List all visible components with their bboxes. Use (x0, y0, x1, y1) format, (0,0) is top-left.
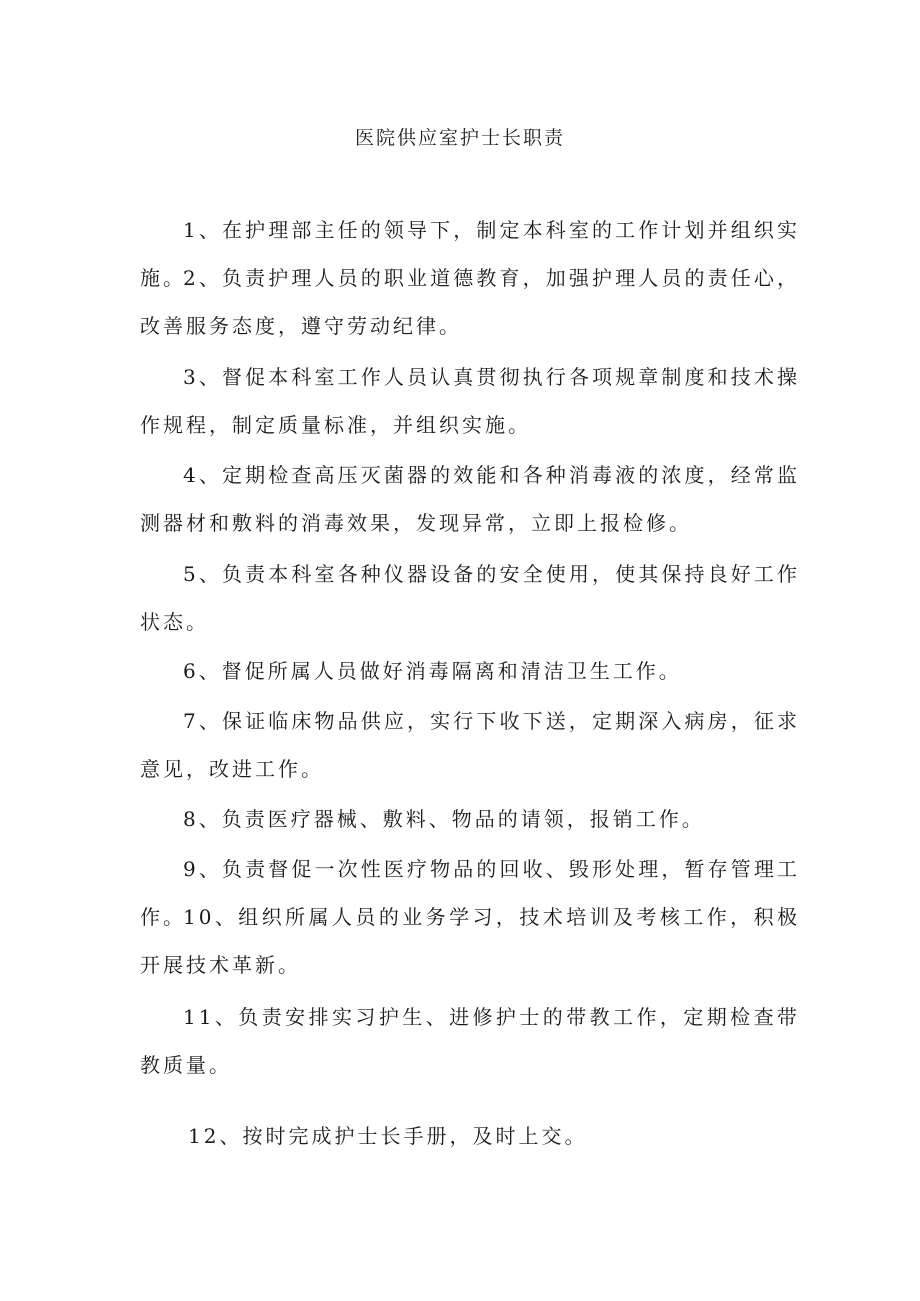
duty-item-3: 3、督促本科室工作人员认真贯彻执行各项规章制度和技术操作规程，制定质量标准，并组织实施。 (140, 365, 800, 437)
duty-item-12: 12、按时完成护士长手册，及时上交。 (188, 1124, 588, 1148)
duty-item-2: 2、负责护理人员的职业道德教育，加强护理人员的责任心，改善服务态度，遵守劳动纪律。 (140, 266, 800, 338)
document-title: 医院供应室护士长职责 (354, 127, 565, 149)
duty-item-1: 1、在护理部主任的领导下，制定本科室的工作计划并组织实施。 (140, 218, 800, 290)
duty-item-6: 6、督促所属人员做好消毒隔离和清洁卫生工作。 (183, 659, 682, 683)
duty-item-10: 10、组织所属人员的业务学习，技术培训及考核工作，积极开展技术革新。 (140, 905, 800, 977)
duty-item-11: 11、负责安排实习护生、进修护士的带教工作，定期检查带教质量。 (140, 1005, 800, 1077)
duty-item-4: 4、定期检查高压灭菌器的效能和各种消毒液的浓度，经常监测器材和敷料的消毒效果，发现异常，立即上报检修。 (140, 463, 800, 535)
duty-item-9: 9、负责督促一次性医疗物品的回收、毁形处理，暂存管理工作。 (140, 857, 800, 929)
duty-item-5: 5、负责本科室各种仪器设备的安全使用，使其保持良好工作状态。 (140, 562, 800, 634)
duty-item-8: 8、负责医疗器械、敷料、物品的请领，报销工作。 (183, 807, 705, 831)
duty-item-7: 7、保证临床物品供应，实行下收下送，定期深入病房，征求意见，改进工作。 (140, 709, 800, 781)
